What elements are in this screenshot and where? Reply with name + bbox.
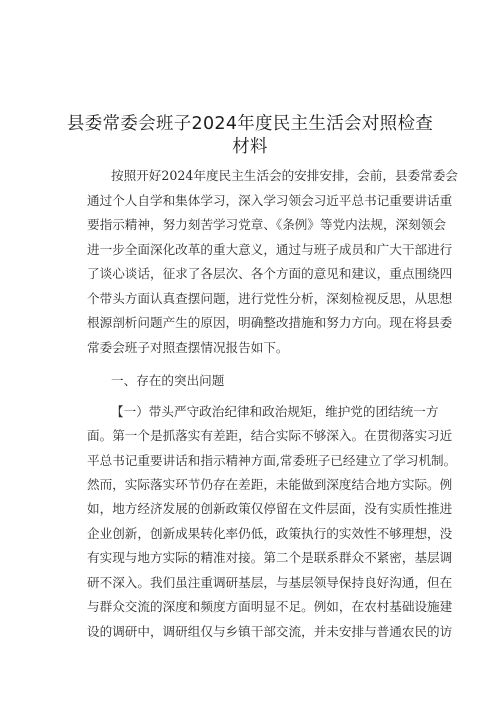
section-heading: 一、存在的突出问题 — [111, 373, 225, 388]
body-paragraph-line: 企业创新，创新成果转化率仍低，政策执行的实效性不够理想，没 — [87, 526, 453, 541]
body-paragraph-line: 研不深入。我们虽注重调研基层，与基层领导保持良好沟通，但在 — [87, 575, 453, 590]
body-paragraph-line: 如，地方经济发展的创新政策仅停留在文件层面，没有实质性推进 — [87, 501, 453, 516]
intro-paragraph-line: 按照开好2024年度民主生活会的安排安排，会前，县委常委会 — [111, 168, 458, 183]
intro-paragraph-line: 常委会班子对照查摆情况报告如下。 — [87, 340, 289, 355]
body-paragraph-line: 然而，实际落实环节仍存在差距，未能做到深度结合地方实际。例 — [87, 477, 453, 492]
intro-paragraph-line: 了谈心谈话，征求了各层次、各个方面的意见和建议，重点围绕四 — [87, 266, 453, 281]
document-title-line-1: 县委常委会班子2024年度民主生活会对照检查 — [66, 114, 434, 134]
intro-paragraph-line: 通过个人自学和集体学习，深入学习领会习近平总书记重要讲话重 — [87, 193, 453, 208]
body-paragraph-line: 与群众交流的深度和频度方面明显不足。例如，在农村基础设施建 — [87, 599, 453, 614]
intro-paragraph-line: 要指示精神，努力刻苦学习党章、《条例》等党内法规，深刻领会 — [87, 217, 446, 232]
body-paragraph-line: 平总书记重要讲话和指示精神方面,常委班子已经建立了学习机制。 — [87, 453, 457, 468]
intro-paragraph-line: 个带头方面认真查摆问题，进行党性分析，深刻检视反思，从思想 — [87, 291, 453, 306]
body-paragraph-line: 面。第一个是抓落实有差距，结合实际不够深入。在贯彻落实习近 — [87, 428, 453, 443]
body-paragraph-line: 有实现与地方实际的精准对接。第二个是联系群众不紧密，基层调 — [87, 550, 453, 565]
intro-paragraph-line: 进一步全面深化改革的重大意义，通过与班子成员和广大干部进行 — [87, 242, 453, 257]
body-paragraph-line: 设的调研中，调研组仅与乡镇干部交流，并未安排与普通农民的访 — [87, 624, 453, 639]
body-paragraph-line: 【一）带头严守政治纪律和政治规矩，维护党的团结统一方 — [111, 404, 439, 419]
document-title-line-2: 材料 — [232, 137, 268, 157]
intro-paragraph-line: 根源剖析问题产生的原因，明确整改措施和努力方向。现在将县委 — [87, 315, 453, 330]
